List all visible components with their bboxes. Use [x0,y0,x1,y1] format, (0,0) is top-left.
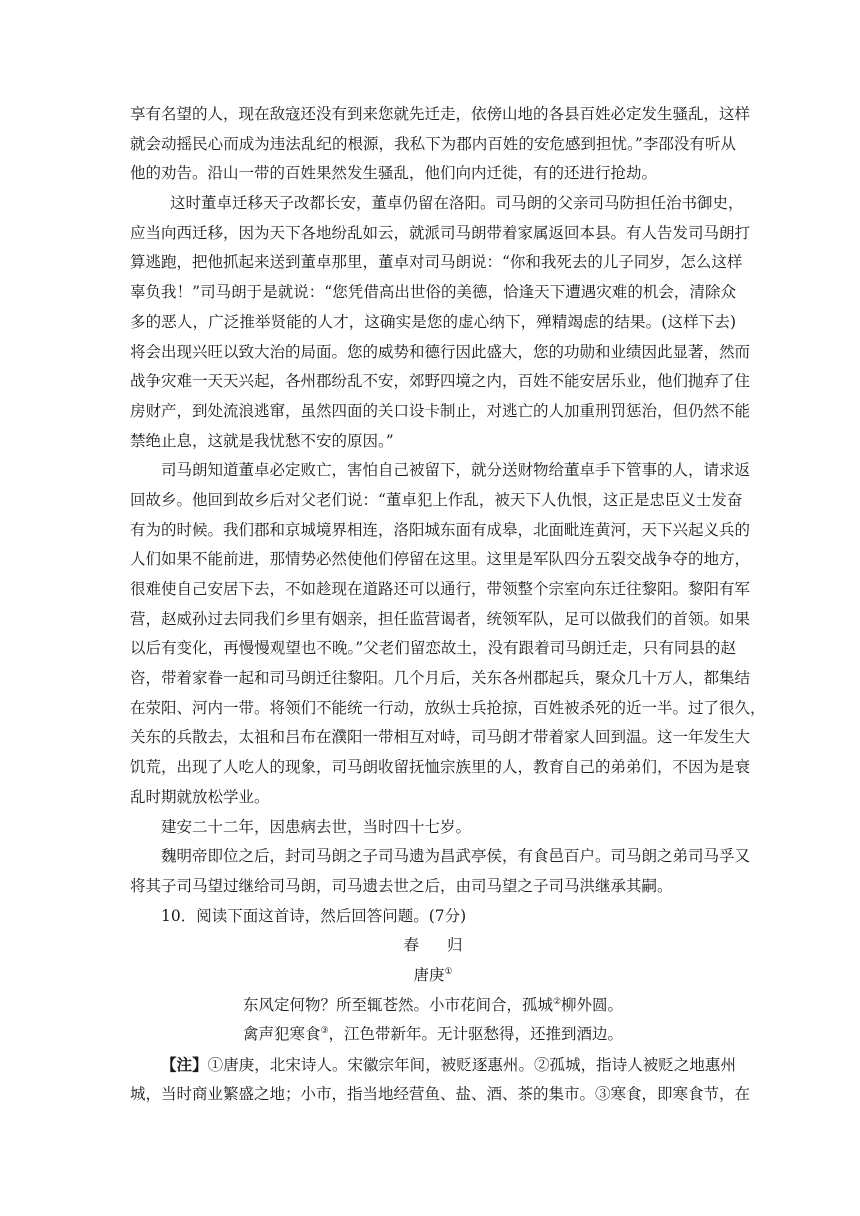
paragraph [130,189,751,456]
text-line: 算逃跑，把他抓起来送到董卓那里，董卓对司马朗说：“你和我死去的儿子同岁，怎么这样 [130,253,743,272]
poem-text: 东风定何物？所至辄苍然。小市花间合，孤城 [242,995,553,1014]
text-line: 人们如果不能前进，那情势必然使他们停留在这里。这里是军队四分五裂交战争夺的地方， [130,550,751,569]
text-line: 咨，带着家眷一起和司马朗迁往黎阳。几个月后，关东各州郡起兵，聚众几十万人，都集结 [130,669,751,688]
poem-title-char: 归 [447,936,463,955]
poem-text: 柳外圆。 [561,995,624,1014]
note-label: 【注】 [161,1055,208,1074]
text-line: 乱时期就放松学业。 [130,787,270,806]
footnote-mark: ① [444,966,453,977]
poem-line [130,991,736,1021]
paragraph [130,813,736,843]
question-heading: 10．阅读下面这首诗，然后回答问题。(7分) [161,906,467,925]
poem-title [130,931,736,961]
footnote-mark: ② [552,996,562,1007]
footnote-mark: ③ [320,1026,329,1037]
author-name: 唐庚 [413,965,445,984]
text-line: 回故乡。他回到故乡后对父老们说：“董卓犯上作乱，被天下人仇恨，这正是忠臣义士发奋 [130,490,743,509]
text-line: 魏明帝即位之后，封司马朗之子司马遗为昌武亭侯，有食邑百户。司马朗之弟司马孚又 [161,847,751,866]
poem-text: 禽声犯寒食 [242,1025,321,1044]
body-text [130,100,766,1109]
text-line: 多的恶人，广泛推举贤能的人才，这确实是您的虚心纳下，殚精竭虑的结果。(这样下去) [130,312,736,331]
paragraph [130,842,751,901]
text-line: 辜负我！”司马朗于是就说：“您凭借高出世俗的美德，恰逢天下遭遇灾难的机会，清除众 [130,283,736,302]
text-line: 他的劝告。沿山一带的百姓果然发生骚乱，他们向内迁徙，有的还进行抢劫。 [130,164,658,183]
text-line: 享有名望的人，现在敌寇还没有到来您就先迁走，依傍山地的各县百姓必定发生骚乱，这样 [130,105,751,123]
text-line: 就会动摇民心而成为违法乱纪的根源，我私下为郡内百姓的安危感到担忧。”李邵没有听从 [130,134,736,153]
text-line: 这时董卓迁移天子改都长安，董卓仍留在洛阳。司马朗的父亲司马防担任治书御史， [170,194,744,213]
poem-author [130,961,736,991]
text-line: 在荥阳、河内一带。将领们不能统一行动，放纵士兵抢掠，百姓被杀死的近一半。过了很久， [130,698,766,717]
text-line: 以后有变化，再慢慢观望也不晚。”父老们留恋故土，没有跟着司马朗迁走，只有同县的赵 [130,639,736,658]
text-line: 应当向西迁移，因为天下各地纷乱如云，就派司马朗带着家属返回本县。有人告发司马朗打 [130,223,751,242]
note-line [130,1050,736,1080]
note-text: ①唐庚，北宋诗人。宋徽宗年间，被贬逐惠州。②孤城，指诗人被贬之地惠州 [207,1056,736,1074]
poem-line [130,1020,736,1050]
text-line: 建安二十二年，因患病去世，当时四十七岁。 [161,817,472,836]
text-line: 有为的时候。我们郡和京城境界相连，洛阳城东面有成皋，北面毗连黄河，天下兴起义兵的 [130,520,751,539]
poem-title-char: 春 [403,936,419,955]
text-line: 关东的兵散去，太祖和吕布在濮阳一带相互对峙，司马朗才带着家人回到温。这一年发生大 [130,728,751,747]
text-line: 房财产，到处流浪逃窜，虽然四面的关口设卡制止，对逃亡的人加重刑罚惩治，但仍然不能 [130,401,751,420]
text-line: 饥荒，出现了人吃人的现象，司马朗收留抚恤宗族里的人，教育自己的弟弟们，不因为是衰 [130,758,751,777]
text-line: 将其子司马望过继给司马朗，司马遗去世之后，由司马望之子司马洪继承其嗣。 [130,876,673,895]
text-line: 营，赵威孙过去同我们乡里有姻亲，担任监营谒者，统领军队，足可以做我们的首领。如果 [130,609,751,628]
poem-text: ，江色带新年。无计驱愁得，还推到酒边。 [328,1025,624,1044]
text-line: 将会出现兴旺以致大治的局面。您的威势和德行因此盛大，您的功勋和业绩因此显著，然而 [130,342,751,361]
paragraph [130,100,751,189]
text-line: 司马朗知道董卓必定败亡，害怕自己被留下，就分送财物给董卓手下管事的人，请求返 [161,461,751,480]
text-line: 很难使自己安居下去，不如趁现在道路还可以通行，带领整个宗室向东迁往黎阳。黎阳有军 [130,580,751,598]
text-line: 禁绝止息，这就是我忧愁不安的原因。” [130,431,394,450]
paragraph [130,456,766,812]
note-line: 城，当时商业繁盛之地；小市，指当地经营鱼、盐、酒、茶的集市。③寒食，即寒食节，在 [130,1084,751,1103]
text-line: 战争灾难一天天兴起，各州郡纷乱不安，郊野四境之内，百姓不能安居乐业，他们抛弃了住 [130,372,751,391]
